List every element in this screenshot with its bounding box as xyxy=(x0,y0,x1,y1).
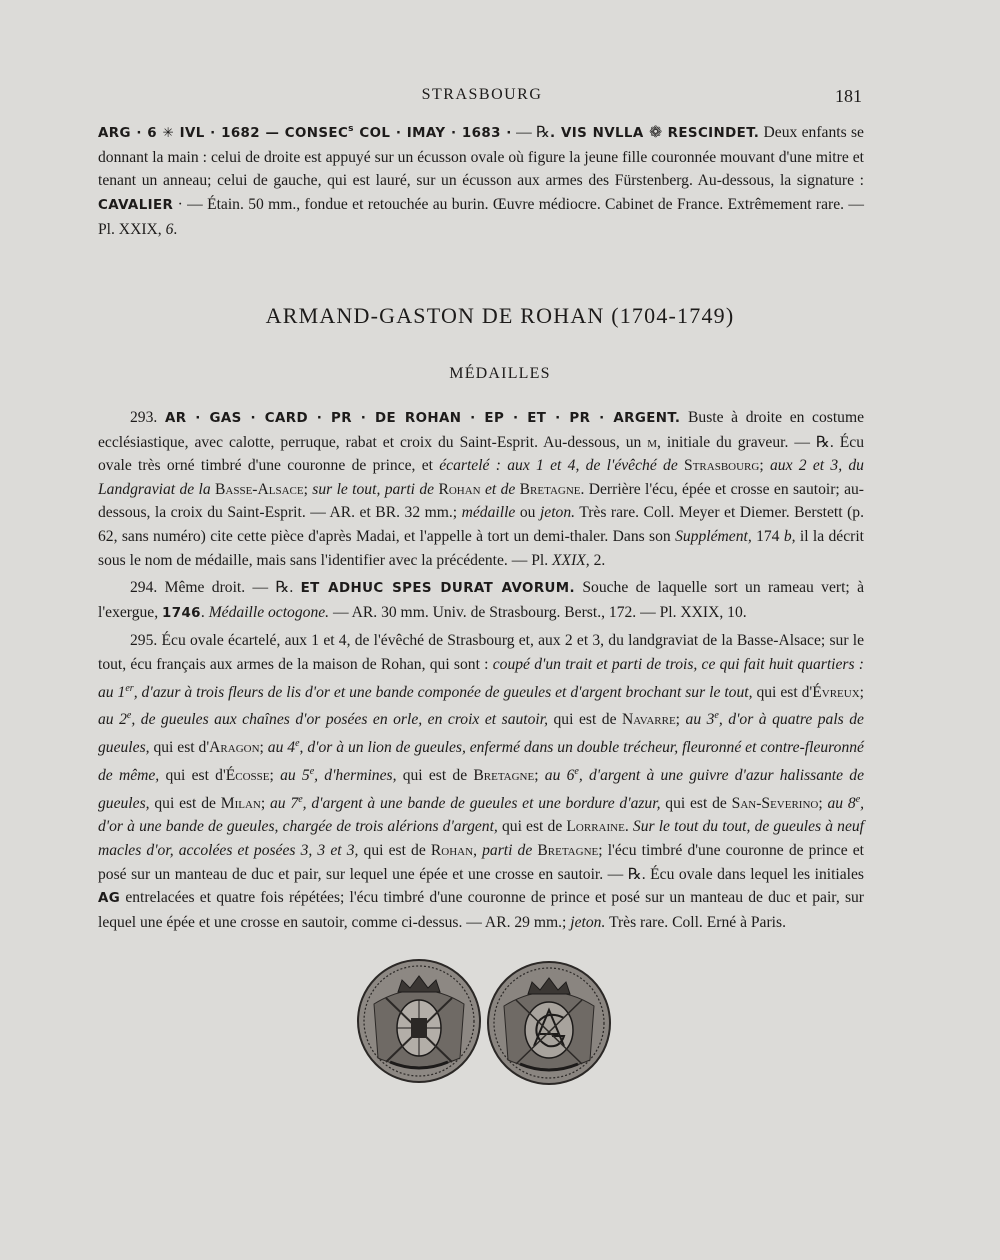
initials: AG xyxy=(98,891,121,907)
entry-number: 293. xyxy=(130,409,158,426)
coin-figure xyxy=(354,958,614,1108)
previous-entry-continuation xyxy=(98,118,864,241)
previous-entry-paragraph: ARG · 6 ✳ IVL · 1682 — CONSEC$^s$ COL · IMAY · 1683 · — ℞. VIS NVLLA ❁ RESCINDET. Deux enfants se donnant la main : celui de droite est appuyé sur un écusson ovale où figure la jeune fille couronnée mouvant d'une mitre et tenant un anneau; celui de gauche, qui est lauré, sur un écusson aux armes des Fürstenberg. Au-dessous, la signature : CAVALIER · — Étain. 50 mm., fondue et retouchée au burin. Œuvre médiocre. Cabinet de France. Extrêmement rare. — Pl. XXIX, 6. xyxy=(98,124,864,238)
entry-294: 294. Même droit. — ℞. ET ADHUC SPES DURAT AVORUM. Souche de laquelle sort un rameau vert; à l'exergue, 1746. Médaille octogone. — AR. 30 mm. Univ. de Strasbourg. Berst., 172. — Pl. XXIX, 10. xyxy=(98,579,865,621)
entry-number: 294. xyxy=(130,579,158,597)
page-number: 181 xyxy=(835,86,862,106)
catalogue-entries xyxy=(98,406,864,934)
section-subtitle: MÉDAILLES xyxy=(449,365,551,382)
rosette-ornament-icon: ❁ xyxy=(649,124,663,142)
coin-reverse-image xyxy=(486,960,612,1086)
section-title: ARMAND-GASTON DE ROHAN (1704-1749) xyxy=(265,303,735,328)
reverse-mark: ℞ xyxy=(536,124,550,142)
entry-number: 295. xyxy=(130,632,158,650)
running-title: STRASBOURG xyxy=(421,86,543,103)
running-head xyxy=(98,86,866,110)
reverse-legend: . VIS NVLLA xyxy=(549,126,650,142)
obverse-legend: ARG · 6 ✳ IVL · 1682 — CONSEC xyxy=(98,126,349,142)
signature: CAVALIER xyxy=(98,197,174,213)
entry-295: 295. Écu ovale écartelé, aux 1 et 4, de l'évêché de Strasbourg et, aux 2 et 3, du landgraviat de la Basse-Alsace; sur le tout, écu français aux armes de la maison de Rohan, qui sont : coupé d'un trait et parti de trois, ce qui fait huit quartiers : au 1er, d'azur à trois fleurs de lis d'or et une bande componée de gueules et d'argent brochant sur le tout, qui est d'Évreux; au 2e, de gueules aux chaînes d'or posées en orle, en croix et sautoir, qui est de Navarre; au 3e, d'or à quatre pals de gueules, qui est d'Aragon; au 4e, d'or à un lion de gueules, enfermé dans un double trécheur, fleuronné et contre-fleuronné de même, qui est d'Écosse; au 5e, d'hermines, qui est de Bretagne; au 6e, d'argent à une guivre d'azur halissante de gueules, qui est de Milan; au 7e, d'argent à une bande de gueules et une bordure d'azur, qui est de San-Severino; au 8e, d'or à une bande de gueules, chargée de trois alérions d'argent, qui est de Lorraine. Sur le tout du tout, de gueules à neuf macles d'or, accolées et posées 3, 3 et 3, qui est de Rohan, parti de Bretagne; l'écu timbré d'une couronne de prince et posé sur un manteau de duc et pair, sur lequel une épée et une crosse en sautoir. — ℞. Écu ovale dans lequel les initiales AG entrelacées et quatre fois répétées; l'écu timbré d'une couronne de prince et posé sur un manteau de duc et pair, sur lequel une épée et une crosse en sautoir, comme ci-dessus. — AR. 29 mm.; jeton. Très rare. Coll. Erné à Paris. xyxy=(98,632,865,931)
coin-obverse-image xyxy=(356,958,482,1084)
monogram-coin-icon xyxy=(486,960,612,1086)
coat-of-arms-coin-icon xyxy=(356,958,482,1084)
entry-293: 293. AR · GAS · CARD · PR · DE ROHAN · EP · ET · PR · ARGENT. Buste à droite en costume ecclésiastique, avec calotte, perruque, rabat et croix du Saint-Esprit. Au-dessous, un m, initiale du graveur. — ℞. Écu ovale très orné timbré d'une couronne de prince, et écartelé : aux 1 et 4, de l'évêché de Strasbourg; aux 2 et 3, du Landgraviat de la Basse-Alsace; sur le tout, parti de Rohan et de Bretagne. Derrière l'écu, épée et crosse en sautoir; au-dessous, la croix du Saint-Esprit. — AR. et BR. 32 mm.; médaille ou jeton. Très rare. Coll. Meyer et Diemer. Berstett (p. 62, sans numéro) cite cette pièce d'après Madai, et l'appelle à tort un demi-thaler. Dans son Supplément, 174 b, il la décrit sous le nom de médaille, mais sans l'identifier avec la précédente. — Pl. XXIX, 2. xyxy=(98,409,865,569)
reverse-legend: ET ADHUC SPES DURAT AVORUM. xyxy=(300,581,576,597)
obverse-legend: AR · GAS · CARD · PR · DE ROHAN · EP · ET · PR · ARGENT. xyxy=(164,411,681,426)
